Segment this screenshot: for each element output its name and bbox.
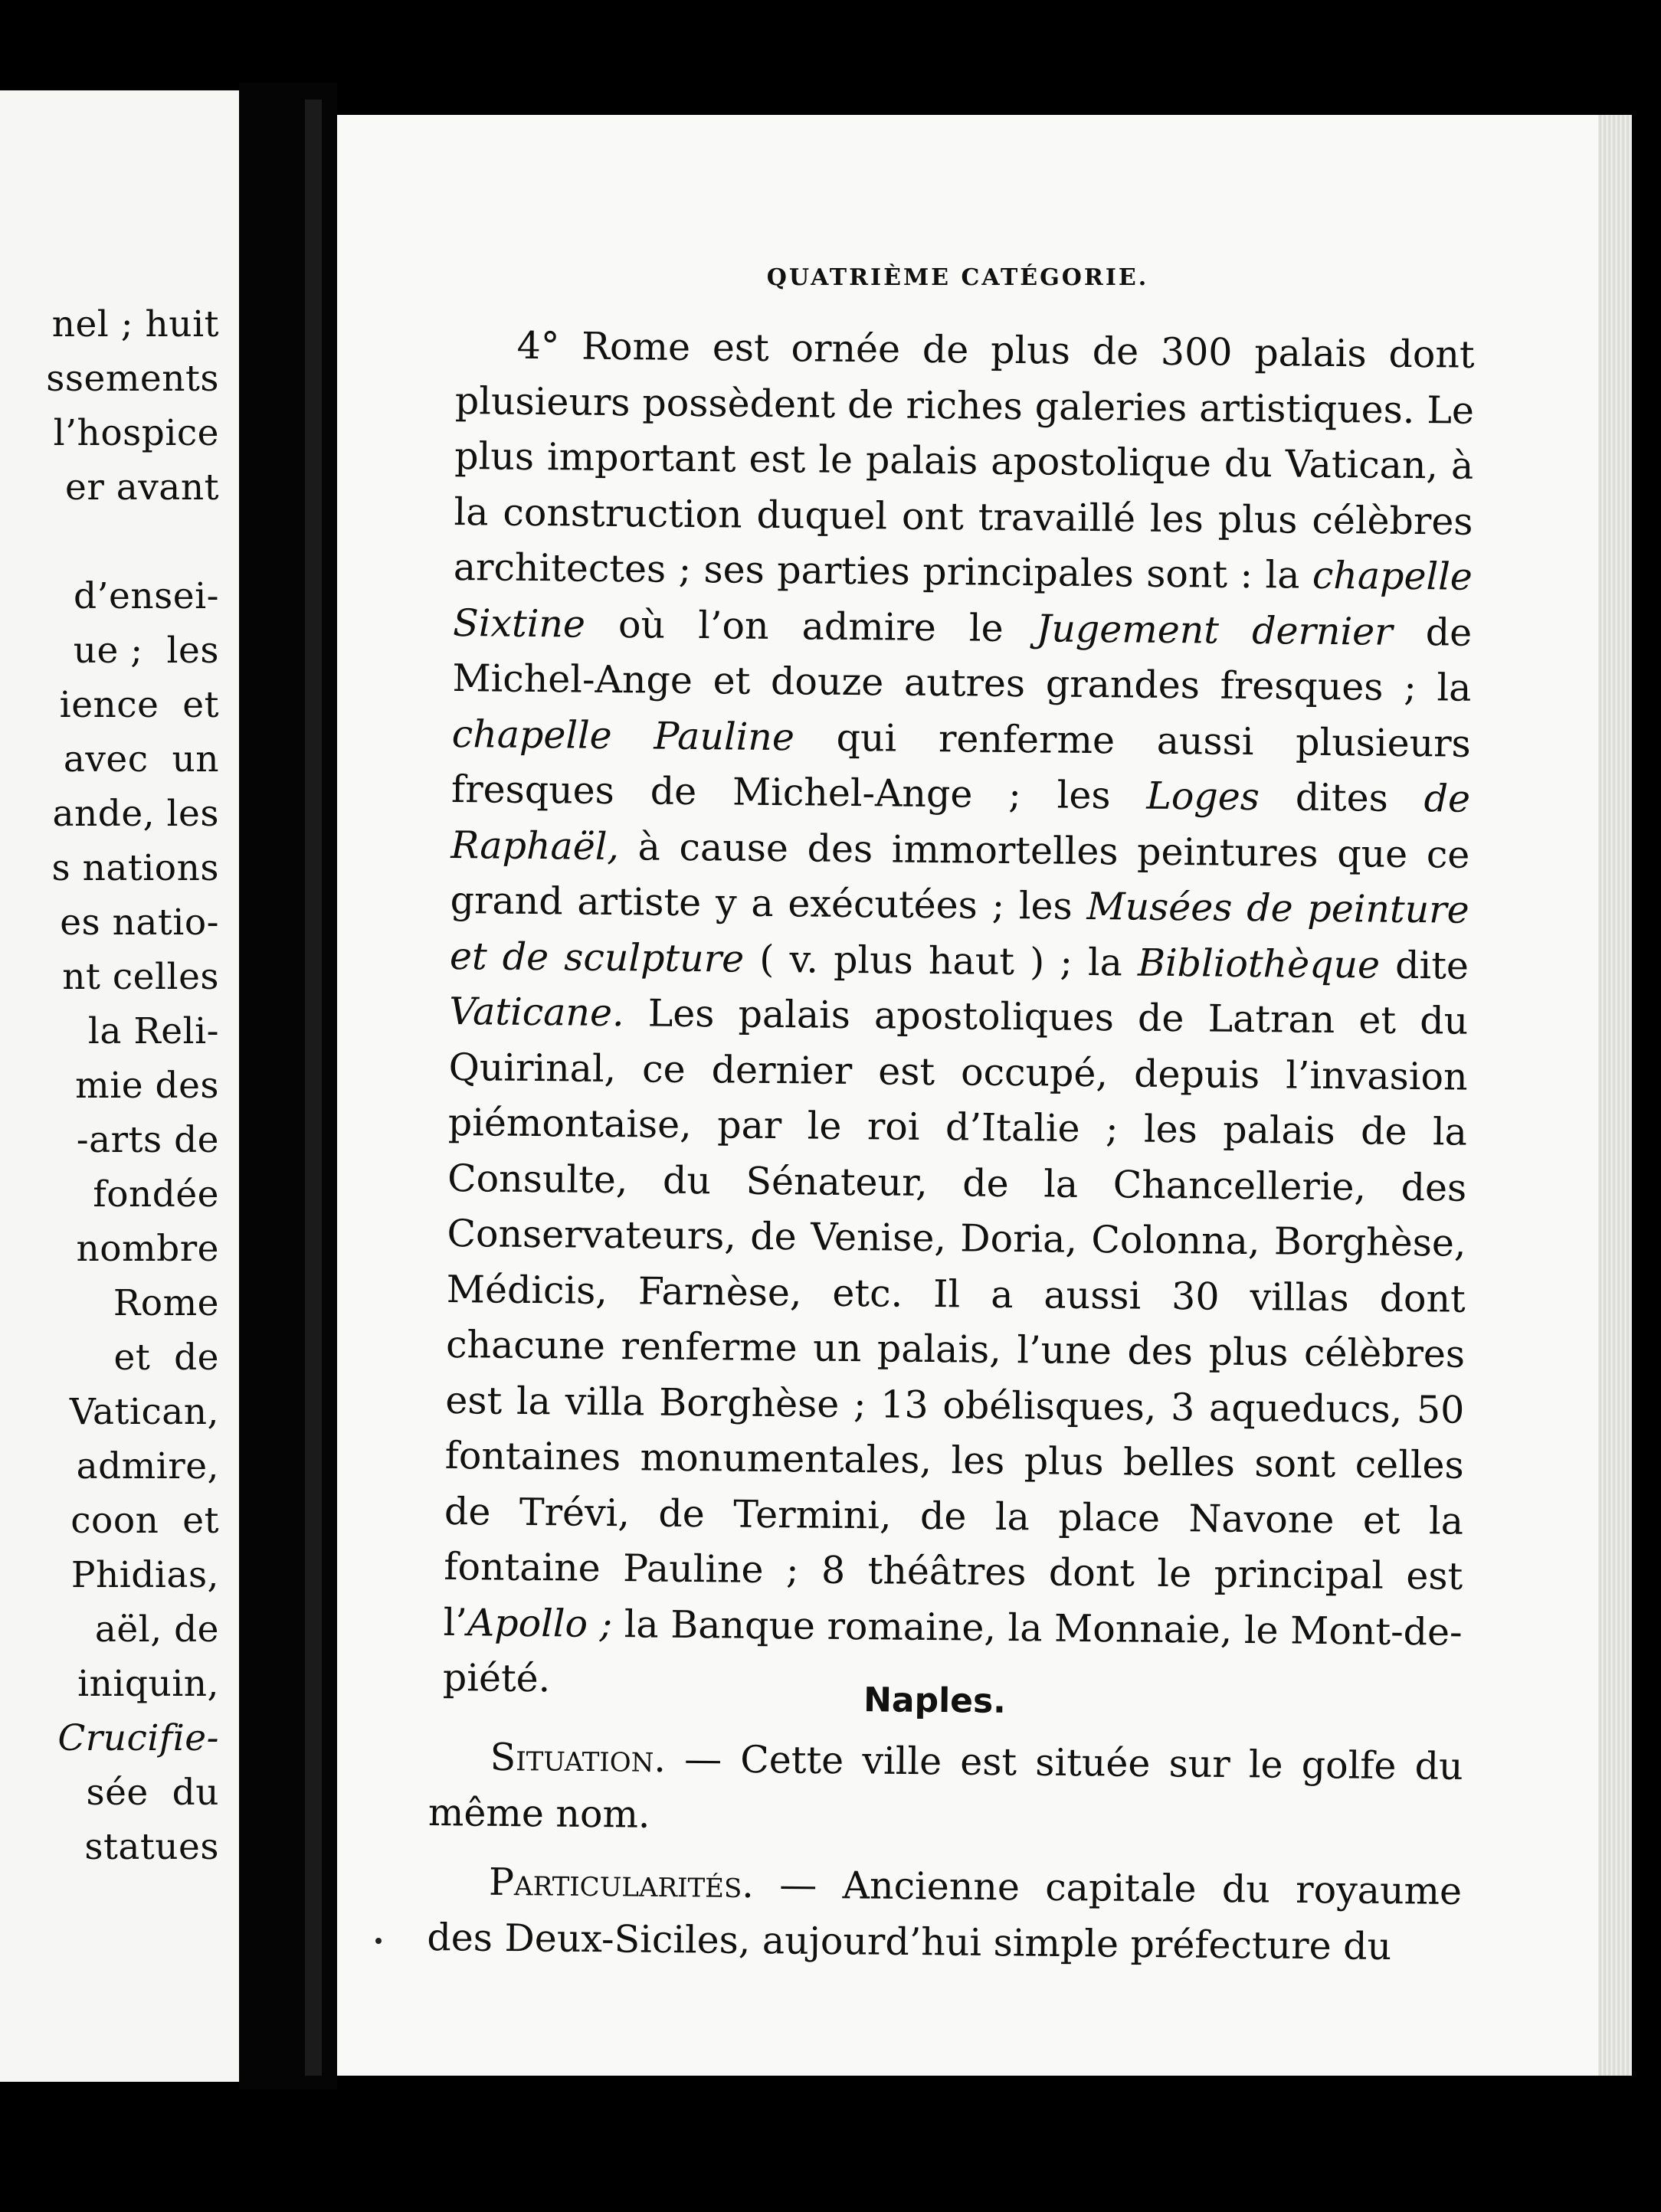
- previous-page-line: ande, les: [52, 793, 219, 835]
- italic-span: de Raphaël,: [450, 777, 1471, 869]
- current-page: [337, 115, 1632, 2076]
- paragraph-situation: [428, 1729, 1463, 1850]
- previous-page-line: ssements: [46, 358, 219, 400]
- previous-page-fragment: [0, 90, 239, 2082]
- text-span: qui renferme aussi plusieurs fresques de Michel-Ange ; les: [450, 715, 1472, 818]
- italic-span: Musées de peinture et de sculpture: [449, 884, 1469, 981]
- text-span: à cause des immortelles peintures que ce grand artiste y a exécutées ; les: [450, 824, 1470, 928]
- situation-label: Situation.: [490, 1735, 667, 1781]
- italic-span: Apollo ;: [467, 1600, 613, 1646]
- italic-span: Loges: [1146, 774, 1260, 820]
- paragraph-particularites: [427, 1854, 1462, 1975]
- previous-page-line: Crucifie-: [57, 1717, 219, 1759]
- previous-page-line: et de: [102, 1337, 219, 1379]
- previous-page-line: Vatican,: [69, 1391, 219, 1433]
- previous-page-line: Phidias,: [70, 1554, 219, 1596]
- particularites-label: Particularités.: [488, 1860, 755, 1907]
- running-header: QUATRIÈME CATÉGORIE.: [766, 264, 1149, 291]
- text-span: ( v. plus haut ) ; la: [743, 937, 1138, 985]
- previous-page-line: avec un: [63, 738, 219, 780]
- section-title-naples: Naples.: [863, 1680, 1007, 1721]
- paragraph-rome: [443, 318, 1475, 1716]
- page-binding-edge: [305, 100, 322, 2076]
- text-span: 4° Rome est ornée de plus de 300 palais dont plusieurs possèdent de riches galeries artistiques. Le plus important est le palais apostolique du Vatican, à la construction duquel ont travaillé les plus célèbres architectes ; ses parties principales sont : la: [453, 323, 1475, 597]
- previous-page-line: er avant: [65, 466, 219, 509]
- text-span: dite: [1379, 943, 1469, 988]
- previous-page-line: admire,: [76, 1445, 219, 1487]
- previous-page-line: fondée: [80, 1173, 219, 1216]
- previous-page-line: statues: [84, 1826, 219, 1868]
- print-speck: [375, 1938, 382, 1944]
- text-span: où l’on admire le: [585, 602, 1037, 650]
- italic-span: Jugement dernier: [1036, 606, 1393, 654]
- text-span: dites: [1259, 775, 1424, 821]
- previous-page-line: ue ; les: [73, 630, 219, 672]
- previous-page-line: coon et: [70, 1500, 219, 1542]
- previous-page-line: -arts de: [76, 1119, 219, 1161]
- previous-page-line: es natio-: [60, 901, 219, 944]
- previous-page-line: d’ensei-: [74, 575, 219, 617]
- situation-text: — Cette ville est située sur le golfe du même nom.: [428, 1736, 1463, 1837]
- previous-page-line: Rome: [101, 1282, 219, 1324]
- previous-page-line: la Reli-: [76, 1010, 219, 1052]
- previous-page-line: aël, de: [94, 1608, 219, 1651]
- previous-page-line: l’hospice: [53, 412, 219, 454]
- previous-page-line: sée du: [86, 1772, 219, 1814]
- italic-span: Vaticane.: [449, 989, 624, 1036]
- previous-page-line: nt celles: [62, 956, 219, 998]
- previous-page-line: s nations: [51, 847, 219, 889]
- previous-page-line: nombre: [76, 1228, 219, 1270]
- previous-page-line: mie des: [75, 1065, 219, 1107]
- text-span: Les palais apostoliques de Latran et du Quirinal, ce dernier est occupé, depuis l’invasion piémontaise, par le roi d’Italie ; les palais de la Consulte, du Sénateur, de la Chancellerie, des Conservateurs, de Venise, Doria, Colonna, Borghèse, Médicis, Farnèse, etc. Il a aussi 30 villas dont chacune renferme un palais, l’une des plus célèbres est la villa Borghèse ; 13 obélisques, 3 aqueducs, 50 fontaines monumentales, les plus belles sont celles de Trévi, de Termini, de la place Navone et la fontaine Pauline ; 8 théâtres dont le principal est l’: [443, 991, 1469, 1644]
- text-span: la Banque romaine, la Monnaie, le Mont-de-piété.: [442, 1602, 1463, 1701]
- text-span: de Michel-Ange et douze autres grandes fresques ; la: [452, 610, 1473, 710]
- book-gutter: [239, 83, 337, 2089]
- particularites-text: — Ancienne capitale du royaume des Deux-Siciles, aujourd’hui simple préfecture du: [427, 1863, 1463, 1968]
- italic-span: Bibliothèque: [1137, 941, 1381, 987]
- naples-description: [427, 1729, 1463, 1989]
- previous-page-line: iniquin,: [77, 1663, 219, 1705]
- previous-page-text: [46, 297, 219, 1874]
- italic-span: chapelle Sixtine: [452, 553, 1473, 646]
- italic-span: chapelle Pauline: [451, 712, 795, 759]
- previous-page-line: nel ; huit: [51, 303, 219, 345]
- previous-page-line: ience et: [59, 684, 219, 726]
- page-stack-edge: [1598, 115, 1632, 2076]
- previous-page-line: [46, 515, 219, 569]
